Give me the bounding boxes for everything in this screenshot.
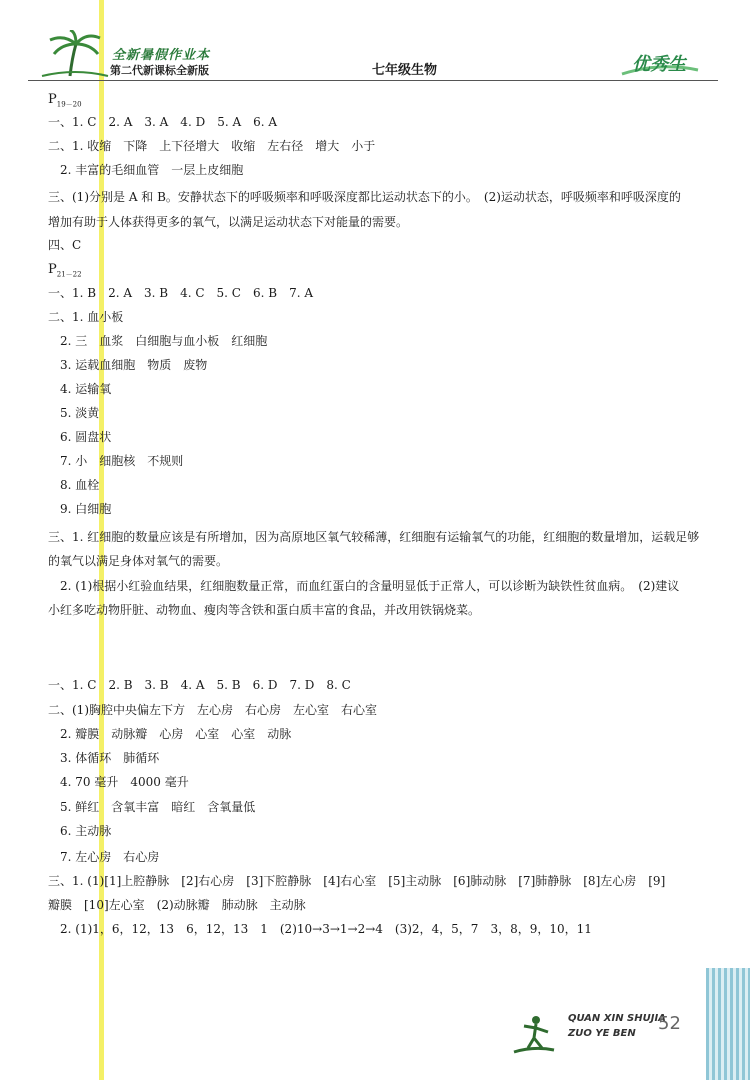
page-range-label: $P_{19-20}$ [48, 92, 82, 109]
answer-line: 9. 白细胞 [48, 502, 112, 516]
answer-line: 瓣膜 [10]左心室 (2)动脉瓣 肺动脉 主动脉 [48, 898, 306, 912]
brand-subtitle: 第二代新课标全新版 [110, 64, 209, 77]
answer-line: 二、1. 血小板 [48, 310, 124, 324]
answer-line: 一、1. C 2. A 3. A 4. D 5. A 6. A [48, 115, 278, 129]
answer-line: 二、(1)胸腔中央偏左下方 左心房 右心房 左心室 右心室 [48, 703, 378, 717]
palm-tree-icon [40, 30, 110, 78]
answer-line: 7. 小 细胞核 不规则 [48, 454, 184, 468]
page-range-label: $P_{21-22}$ [48, 262, 82, 279]
footer-brand-line1: QUAN XIN SHUJIA [568, 1013, 666, 1024]
answer-line: 2. 三 血浆 白细胞与血小板 红细胞 [48, 334, 268, 348]
answer-line: 的氧气以满足身体对氧气的需要。 [48, 554, 229, 568]
corner-decoration [706, 968, 750, 1080]
answer-line: 小红多吃动物肝脏、动物血、瘦肉等含铁和蛋白质丰富的食品，并改用铁锅烧菜。 [48, 603, 481, 617]
answer-line: 一、1. C 2. B 3. B 4. A 5. B 6. D 7. D 8. C [48, 678, 351, 692]
answer-line: 2. 丰富的毛细血管 一层上皮细胞 [48, 163, 244, 177]
answer-line: 4. 运输氧 [48, 382, 112, 396]
answer-line: 6. 主动脉 [48, 824, 112, 838]
answer-line: 6. 圆盘状 [48, 430, 112, 444]
answer-line: 三、1. 红细胞的数量应该是有所增加，因为高原地区氧气较稀薄，红细胞有运输氧气的功能，红细胞的数量增加，运载足够 [48, 530, 700, 544]
answer-line: 5. 鲜红 含氧丰富 暗红 含氧量低 [48, 800, 256, 814]
answer-line: 3. 运载血细胞 物质 废物 [48, 358, 208, 372]
answer-line: 2. (1)根据小红验血结果，红细胞数量正常，而血红蛋白的含量明显低于正常人，可以诊断为缺铁性贫血病。 (2)建议 [48, 579, 680, 593]
answer-line: 增加有助于人体获得更多的氧气，以满足运动状态下对能量的需要。 [48, 215, 409, 229]
answer-line: 2. 瓣膜 动脉瓣 心房 心室 心室 动脉 [48, 727, 292, 741]
logo-text: 优秀生 [632, 54, 686, 75]
answer-line: 二、1. 收缩 下降 上下径增大 收缩 左右径 增大 小于 [48, 139, 376, 153]
header-rule [28, 80, 718, 81]
footer-brand-line2: ZUO YE BEN [568, 1028, 636, 1039]
answer-line: 3. 体循环 肺循环 [48, 751, 160, 765]
answer-line: 8. 血栓 [48, 478, 100, 492]
brand-title: 全新暑假作业本 [112, 48, 211, 63]
answer-line: 2. (1)1，6，12，13 6，12，13 1 (2)10→3→1→2→4 (3)2，4，5，7 3，8，9，10，11 [48, 922, 592, 936]
answer-line: 4. 70 毫升 4000 毫升 [48, 775, 189, 789]
answer-line: 7. 左心房 右心房 [48, 850, 160, 864]
answer-line: 一、1. B 2. A 3. B 4. C 5. C 6. B 7. A [48, 286, 313, 300]
page-number: 52 [658, 1013, 681, 1034]
subject-title: 七年级生物 [372, 63, 438, 78]
surfer-figure-icon [510, 1010, 558, 1058]
answer-line: 5. 淡黄 [48, 406, 100, 420]
answer-line: 三、(1)分别是 A 和 B。安静状态下的呼吸频率和呼吸深度都比运动状态下的小。 (2)运动状态，呼吸频率和呼吸深度的 [48, 190, 681, 204]
answer-line: 四、C [48, 238, 82, 252]
answer-line: 三、1. (1)[1]上腔静脉 [2]右心房 [3]下腔静脉 [4]右心室 [5]主动脉 [6]肺动脉 [7]肺静脉 [8]左心房 [9] [48, 874, 666, 888]
